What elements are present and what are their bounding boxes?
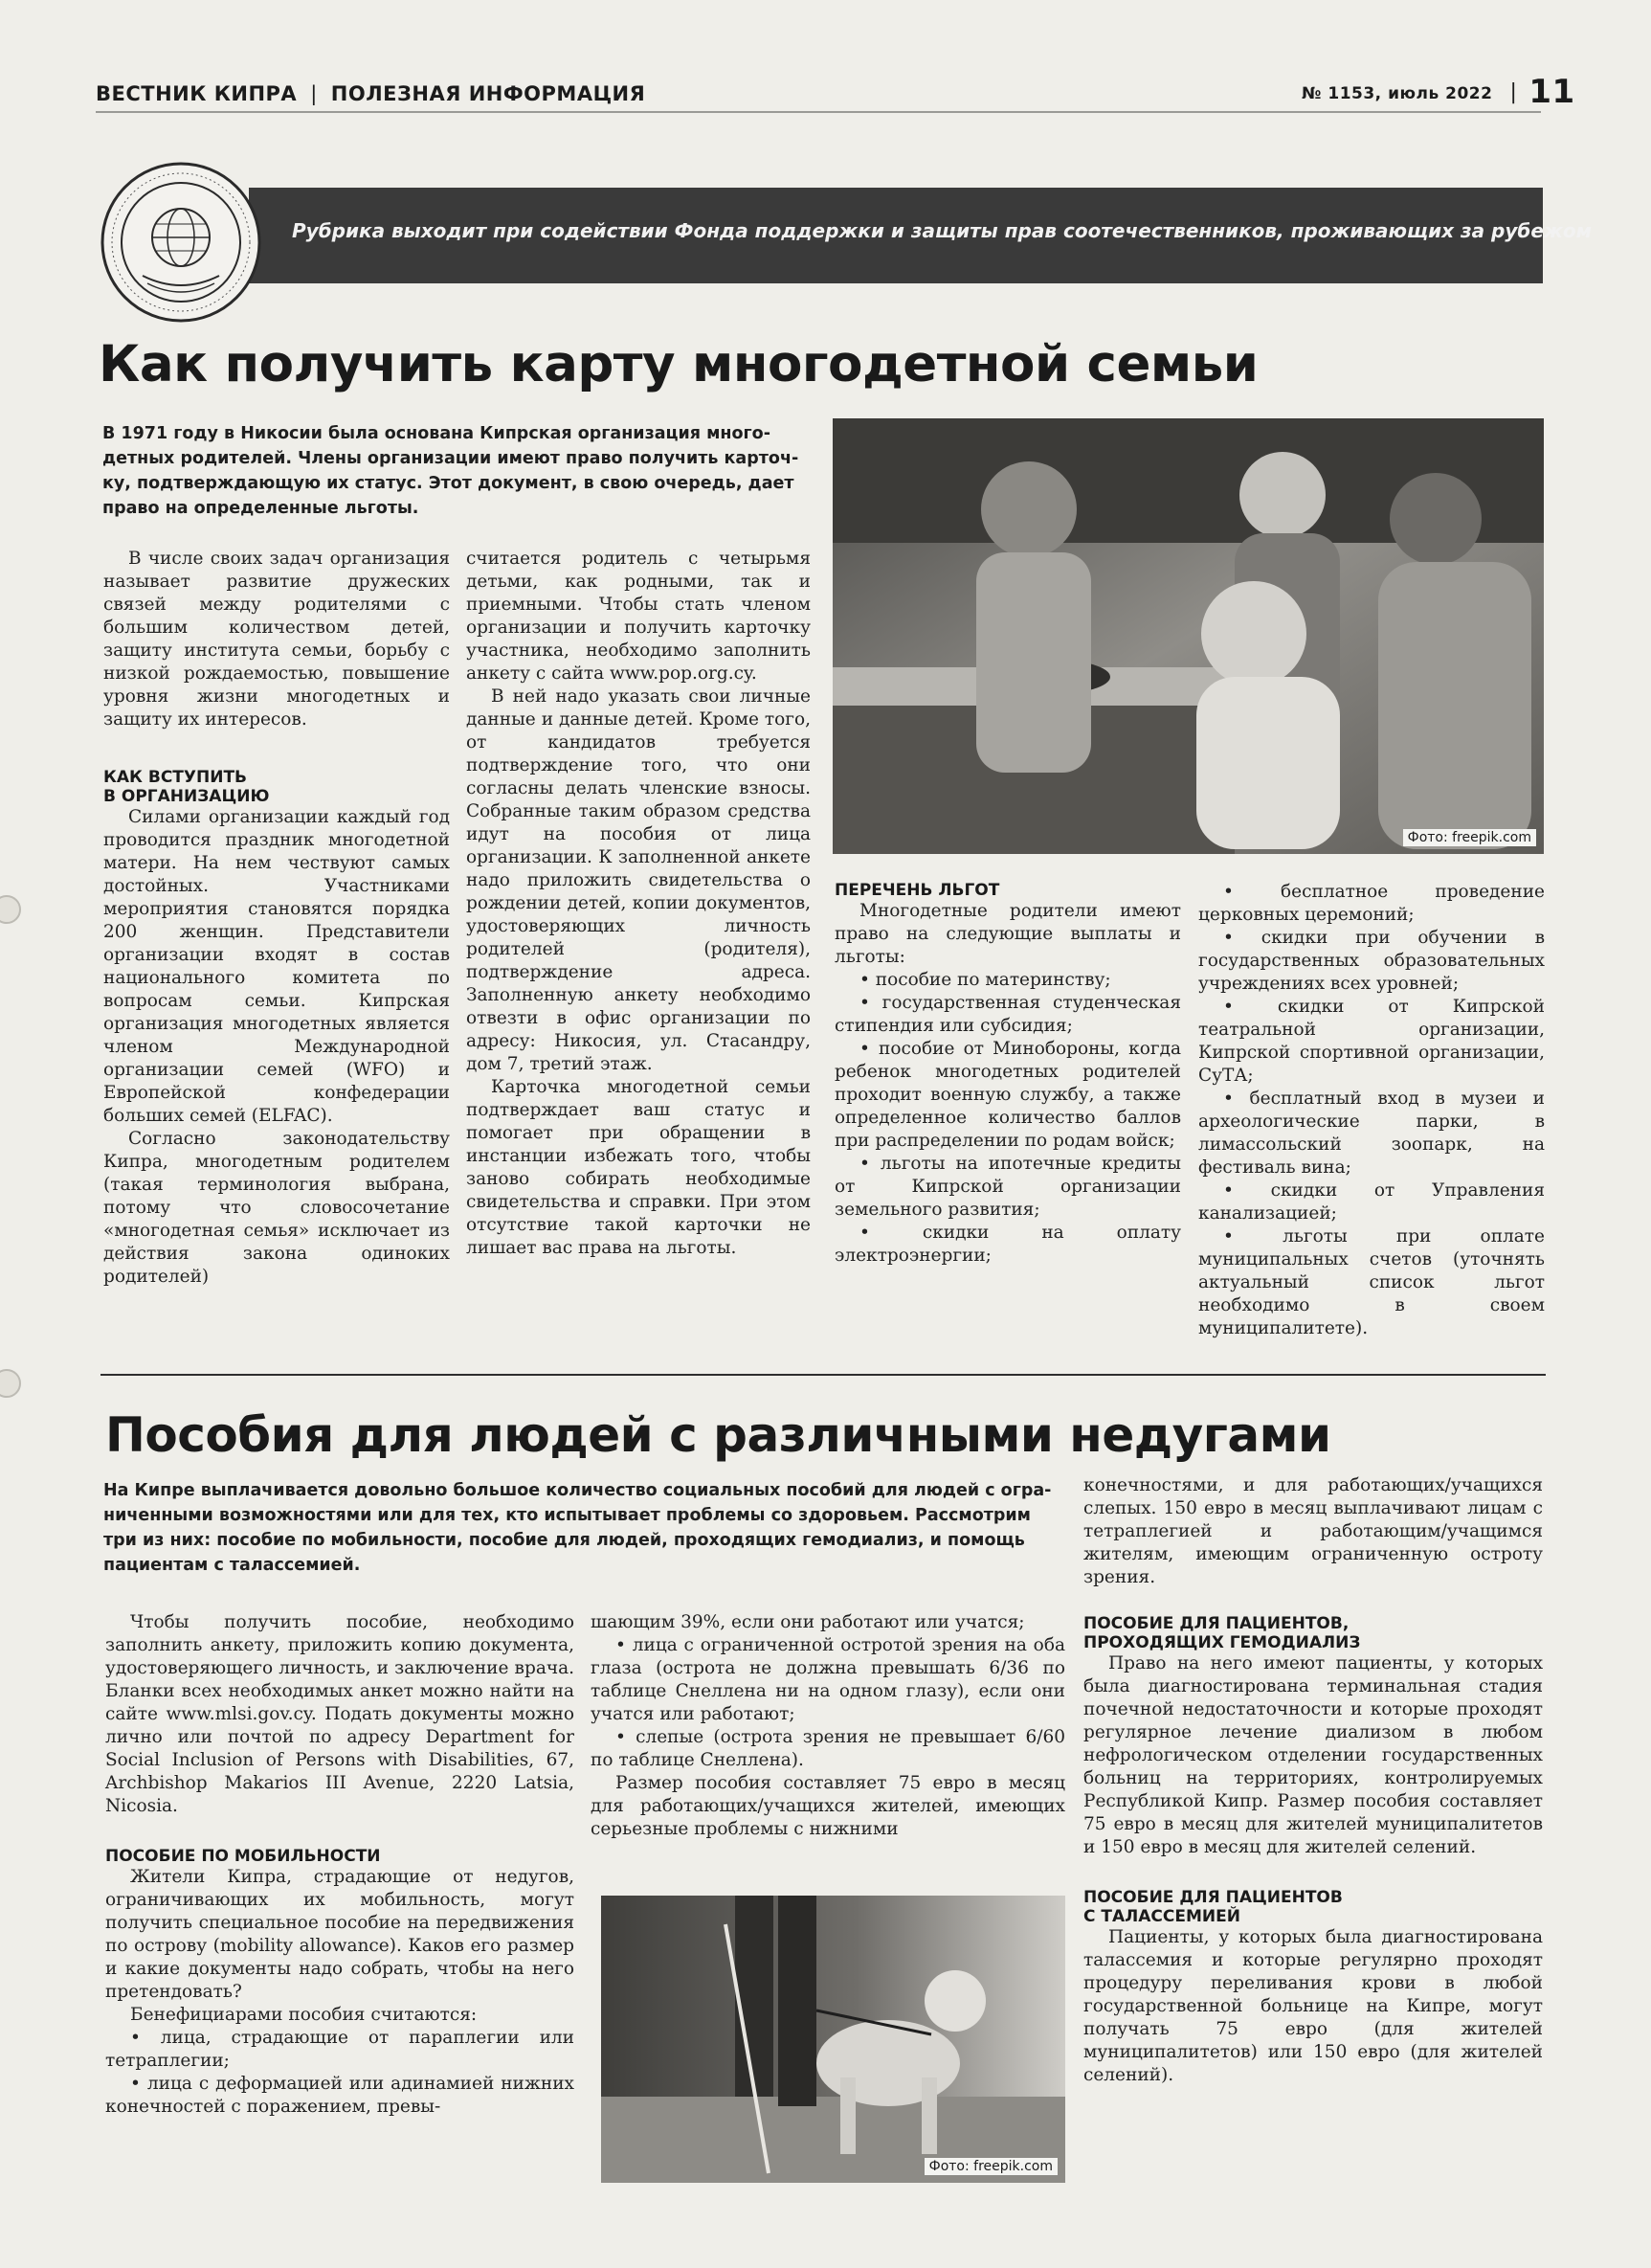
article1-title: Как получить карту многодетной семьи (99, 335, 1259, 393)
list-item: • льготы на ипотечные кредиты от Кипрской организации земельного развития; (835, 1154, 1181, 1220)
paragraph: Чтобы получить пособие, необходимо заполнить анкету, приложить копию документа, удостоверяющего личность, и заключение врача. Бланки всех необходимых анкет можно найти на сайте www.mlsi.gov.cy. Подать документы можно лично или почтой по адресу Department for Social Inclusion of Persons with Disabilities, 67, Archbishop Makarios III Avenue, 2220 Latsia, Nicosia. (105, 1612, 574, 1816)
list-item: • лица с ограниченной остротой зрения на оба глаза (острота не должна превышать 6/36 по таблице Снеллена ни на одном глазу), если они учатся или работают; (591, 1635, 1065, 1724)
newspaper-name: ВЕСТНИК КИПРА (96, 82, 298, 105)
paragraph: Многодетные родители имеют право на следующие выплаты и льготы: (835, 901, 1181, 967)
photo-credit: Фото: freepik.com (925, 2158, 1058, 2175)
list-item: • слепые (острота зрения не превышает 6/60 по таблице Снеллена). (591, 1727, 1065, 1770)
subheading-benefits: ПЕРЕЧЕНЬ ЛЬГОТ (835, 881, 1000, 900)
list-item: • скидки при обучении в государственных образовательных учреждениях всех уровней; (1198, 928, 1545, 994)
article2-column-3 (1083, 1474, 1543, 2087)
page-header-right: № 1153, июль 2022 | 11 (1302, 73, 1575, 111)
guide-dog-photo (601, 1896, 1065, 2183)
article1-column-2 (466, 548, 811, 1260)
list-item: • лица, страдающие от параплегии или тетраплегии; (105, 2028, 574, 2071)
page-number: 11 (1528, 73, 1575, 111)
lead-line: детных родителей. Члены организации имеют право получить карточ- (102, 449, 799, 468)
article2-column-1 (105, 1611, 574, 2119)
paragraph: Право на него имеют пациенты, у которых была диагностирована терминальная стадия почечной недостаточности и которые проходят регулярное лечение диализом в любом нефрологическом отделении государственных больниц на территориях, контролируемых Республикой Кипр. Размер пособия составляет 75 евро в месяц для жителей муниципалитетов и 150 евро в месяц для жителей селений. (1083, 1653, 1543, 1857)
paragraph: В числе своих задач организация называет развитие дружеских связей между родителями с большим количеством детей, защиту института семьи, борьбу с низкой рождаемостью, повышение уровня жизни многодетных и защиту их интересов. (103, 549, 450, 730)
lead-line: На Кипре выплачивается довольно большое количество социальных пособий для людей с огра- (103, 1481, 1052, 1500)
article2-lead (103, 1478, 1060, 1578)
paragraph: Карточка многодетной семьи подтверждает ваш статус и помогает при обращении в инстанции избежать того, чтобы заново собирать необходимые свидетельства и справки. При этом отсутствие такой карточки не лишает вас права на льготы. (466, 1077, 811, 1258)
list-item: • бесплатное проведение церковных церемоний; (1198, 882, 1545, 925)
article1-column-1 (103, 548, 450, 1289)
paragraph: В ней надо указать свои личные данные и данные детей. Кроме того, от кандидатов требуется подтверждение того, что они согласны делать членские взносы. Собранные таким образом средства идут на пособия от лица организации. К заполненной анкете надо приложить свидетельства о рождении детей, копии документов, удостоверяющих личность родителей (родителя), подтверждение адреса. Заполненную анкету необходимо отвезти в офис организации по адресу: Никосия, ул. Стасандру, дом 7, третий этаж. (466, 686, 811, 1074)
lead-line: три из них: пособие по мобильности, пособие для людей, проходящих гемодиализ, и помощь (103, 1531, 1025, 1550)
lead-line: пациентам с талассемией. (103, 1556, 361, 1575)
lead-line: ниченными возможностями или для тех, кто испытывает проблемы со здоровьем. Рассмотрим (103, 1506, 1031, 1525)
list-item: • скидки на оплату электроэнергии; (835, 1223, 1181, 1266)
banner-text: Рубрика выходит при содействии Фонда поддержки и защиты прав соотечественников, проживающих за рубежом (292, 219, 1592, 242)
page-header-left: ВЕСТНИК КИПРА | ПОЛЕЗНАЯ ИНФОРМАЦИЯ (96, 82, 646, 105)
paragraph: Бенефициарами пособия считаются: (130, 2005, 478, 2025)
punch-hole (0, 895, 21, 924)
header-rule (96, 111, 1541, 113)
list-item: • льготы при оплате муниципальных счетов (уточнять актуальный список льгот необходимо в своем муниципалитете). (1198, 1226, 1545, 1338)
subheading-thalassemia: ПОСОБИЕ ДЛЯ ПАЦИЕНТОВ С ТАЛАССЕМИЕЙ (1083, 1888, 1343, 1926)
benefits-column-left (835, 881, 1181, 1268)
article1-lead (102, 421, 811, 521)
paragraph: считается родитель с четырьмя детьми, как родными, так и приемными. Чтобы стать членом организации и получить карточку участника, необходимо заполнить анкету с сайта www.pop.org.cy. (466, 549, 811, 684)
paragraph: шающим 39%, если они работают или учатся; (591, 1612, 1025, 1632)
subheading-mobility: ПОСОБИЕ ПО МОБИЛЬНОСТИ (105, 1847, 381, 1866)
subheading-hemodialysis: ПОСОБИЕ ДЛЯ ПАЦИЕНТОВ, ПРОХОДЯЩИХ ГЕМОДИАЛИЗ (1083, 1614, 1361, 1652)
benefits-column-right (1198, 881, 1545, 1340)
list-item: • государственная студенческая стипендия или субсидия; (835, 993, 1181, 1036)
issue-info: № 1153, июль 2022 (1302, 84, 1493, 103)
paragraph: Размер пособия составляет 75 евро в месяц для работающих/учащихся жителей, имеющих серьезные проблемы с нижними (591, 1773, 1065, 1839)
lead-line: В 1971 году в Никосии была основана Кипрская организация много- (102, 424, 770, 443)
article2-title: Пособия для людей с различными недугами (105, 1407, 1331, 1463)
list-item: • пособие от Минобороны, когда ребенок многодетных родителей проходит военную службу, а также определенное количество баллов при распределении по родам войск; (835, 1039, 1181, 1151)
lead-line: право на определенные льготы. (102, 499, 419, 518)
article-separator (100, 1374, 1546, 1376)
article2-column-2 (591, 1611, 1065, 1841)
paragraph: Силами организации каждый год проводится праздник многодетной матери. На нем чествуют самых достойных. Участниками мероприятия становятся порядка 200 женщин. Представители организации входят в состав национального комитета по вопросам семьи. Кипрская организация многодетных является членом Международной организации семей (WFO) и Европейской конфедерации больших семей (ELFAC). (103, 807, 450, 1126)
list-item: • скидки от Управления канализацией; (1198, 1180, 1545, 1224)
family-kitchen-photo (833, 418, 1544, 854)
foundation-seal-icon (100, 161, 262, 324)
paragraph: Пациенты, у которых была диагностирована талассемия и которые регулярно проходят процедуру переливания крови в любой государственной больнице на Кипре, могут получать 75 евро (для жителей муниципалитетов) или 150 евро (для жителей селений). (1083, 1927, 1543, 2085)
section-name: ПОЛЕЗНАЯ ИНФОРМАЦИЯ (330, 82, 646, 105)
punch-hole (0, 1369, 21, 1398)
list-item: • лица с деформацией или адинамией нижних конечностей с поражением, превы- (105, 2074, 574, 2117)
lead-line: ку, подтверждающую их статус. Этот документ, в свою очередь, дает (102, 474, 794, 493)
list-item: • бесплатный вход в музеи и археологические парки, в лимассольский зоопарк, на фестиваль вина; (1198, 1089, 1545, 1178)
paragraph: конечностями, и для работающих/учащихся слепых. 150 евро в месяц выплачивают лицам с тетраплегией и работающим/учащимся жителям, имеющим ограниченную остроту зрения. (1083, 1475, 1543, 1587)
list-item: • пособие по материнству; (859, 970, 1111, 990)
paragraph: Жители Кипра, страдающие от недугов, ограничивающих их мобильность, могут получить специальное пособие на передвижения по острову (mobility allowance). Каков его размер и какие документы надо собрать, чтобы на него претендовать? (105, 1867, 574, 2002)
photo-credit: Фото: freepik.com (1403, 829, 1536, 846)
subheading-join: КАК ВСТУПИТЬ В ОРГАНИЗАЦИЮ (103, 768, 270, 806)
paragraph: Согласно законодательству Кипра, многодетным родителем (такая терминология выбрана, потому что словосочетание «многодетная семья» исключает из действия закона одиноких родителей) (103, 1129, 450, 1287)
list-item: • скидки от Кипрской театральной организации, Кипрской спортивной организации, СуТА; (1198, 997, 1545, 1086)
